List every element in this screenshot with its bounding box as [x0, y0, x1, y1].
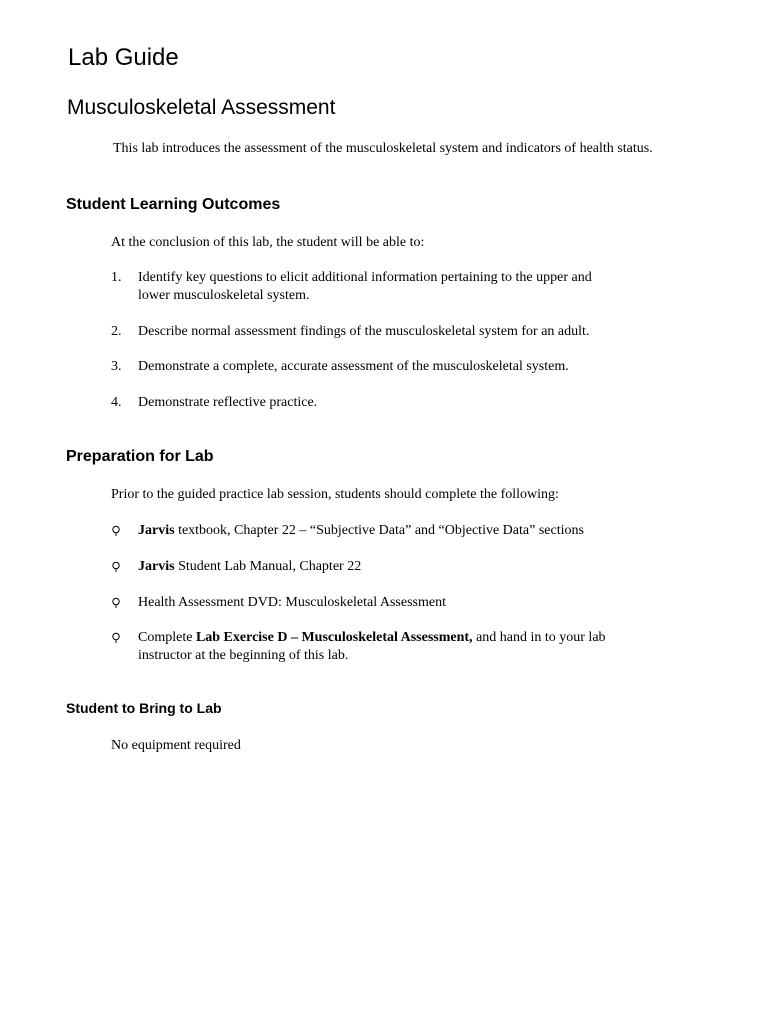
preparation-lead: Prior to the guided practice lab session, students should complete the following: — [111, 487, 559, 502]
lightbulb-icon — [111, 525, 121, 539]
outcome-number: 3. — [111, 359, 122, 374]
preparation-heading: Preparation for Lab — [66, 448, 214, 465]
bring-heading: Student to Bring to Lab — [66, 700, 222, 716]
outcome-text: Demonstrate a complete, accurate assessment of the musculoskeletal system. — [138, 359, 569, 374]
outcome-number: 1. — [111, 270, 122, 285]
outcomes-heading: Student Learning Outcomes — [66, 196, 281, 213]
intro-paragraph: This lab introduces the assessment of the musculoskeletal system and indicators of health status. — [113, 141, 653, 156]
prep-item — [138, 558, 658, 576]
page-title: Lab Guide — [68, 44, 179, 71]
prep-item-text: textbook, Chapter 22 – “Subjective Data” and “Objective Data” sections — [174, 523, 584, 538]
outcomes-lead: At the conclusion of this lab, the student will be able to: — [111, 235, 425, 250]
prep-item-bold: Jarvis — [138, 559, 175, 574]
lightbulb-icon — [111, 597, 121, 611]
prep-item — [138, 629, 648, 665]
bring-text: No equipment required — [111, 738, 241, 753]
prep-item — [138, 594, 658, 612]
prep-item-text: and hand in to your lab instructor at the beginning of this lab. — [138, 630, 606, 663]
outcome-number: 4. — [111, 395, 122, 410]
outcome-number: 2. — [111, 324, 122, 339]
prep-item — [138, 522, 658, 540]
outcome-text: Identify key questions to elicit additional information pertaining to the upper and lower musculoskeletal system. — [138, 270, 592, 303]
page-subtitle: Musculoskeletal Assessment — [67, 96, 336, 119]
prep-item-text: Health Assessment DVD: Musculoskeletal Assessment — [138, 595, 446, 610]
prep-item-bold: Lab Exercise D – Musculoskeletal Assessment, — [195, 630, 473, 645]
prep-item-pre: Complete — [138, 630, 196, 645]
prep-item-bold: Jarvis — [138, 523, 175, 538]
outcome-text: Describe normal assessment findings of the musculoskeletal system for an adult. — [138, 324, 590, 339]
outcome-text: Demonstrate reflective practice. — [138, 395, 318, 410]
lightbulb-icon — [111, 632, 121, 646]
prep-item-text: Student Lab Manual, Chapter 22 — [174, 559, 362, 574]
lightbulb-icon — [111, 561, 121, 575]
